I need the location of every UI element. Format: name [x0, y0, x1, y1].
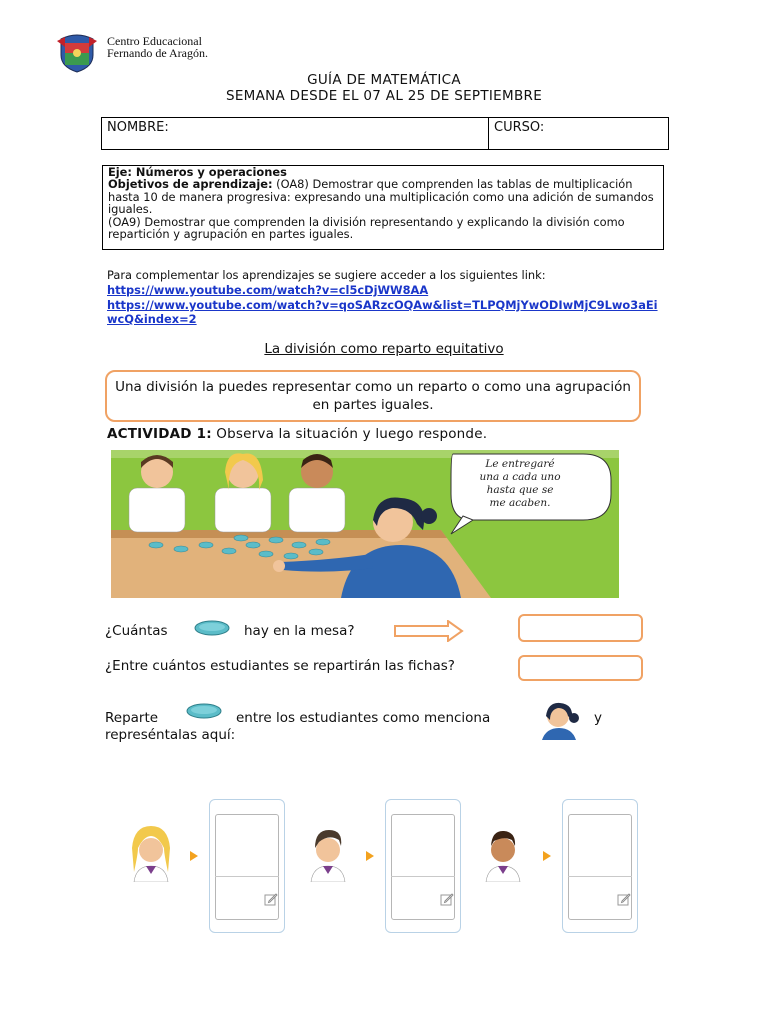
- activity-label: ACTIVIDAD 1:: [107, 426, 212, 442]
- answer-panel-2[interactable]: [385, 799, 461, 933]
- question-2: ¿Entre cuántos estudiantes se repartirán las fichas?: [105, 658, 455, 674]
- eje-heading: Eje: Números y operaciones: [108, 165, 287, 179]
- activity-heading: [107, 426, 487, 442]
- arrow-right-icon: [394, 620, 464, 642]
- question-1-pre: ¿Cuántas: [105, 623, 168, 639]
- teacher-avatar-icon: [536, 698, 582, 740]
- page-subtitle: SEMANA DESDE EL 07 AL 25 DE SEPTIEMBRE: [225, 88, 543, 104]
- chip-icon: [186, 703, 222, 719]
- question-3-mid: entre los estudiantes como menciona: [236, 710, 491, 726]
- student-boy-brown-avatar: [482, 826, 524, 882]
- edit-icon[interactable]: [617, 892, 631, 906]
- youtube-link-1[interactable]: https://www.youtube.com/watch?v=cl5cDjWW8AA: [107, 283, 429, 297]
- name-label: NOMBRE:: [107, 120, 169, 135]
- chip-icon: [194, 620, 230, 636]
- youtube-link-2[interactable]: https://www.youtube.com/watch?v=qoSARzcOQAw&list=TLPQMjYwODIwMjC9Lwo3aEiwcQ&index=2: [107, 298, 658, 326]
- question-3-pre: Reparte: [105, 710, 159, 726]
- callout-box: Una división la puedes representar como un reparto o como una agrupación en partes iguales.: [105, 370, 641, 422]
- school-name-line2: Fernando de Aragón.: [107, 46, 208, 60]
- speech-line-1: Le entregaré: [485, 458, 555, 470]
- school-name: [107, 35, 208, 59]
- edit-icon[interactable]: [264, 892, 278, 906]
- oa-label: Objetivos de aprendizaje:: [108, 177, 273, 192]
- question-1-post: hay en la mesa?: [244, 623, 355, 639]
- links-intro: Para complementar los aprendizajes se sugiere acceder a los siguientes link:: [107, 268, 546, 282]
- question-3-post: y: [594, 710, 602, 726]
- answer-box-2[interactable]: [518, 655, 643, 681]
- links-section: [107, 268, 667, 326]
- speech-line-4: me acaben.: [489, 497, 551, 509]
- arrow-right-small-icon: [543, 851, 551, 861]
- school-name-line1: Centro Educacional: [107, 34, 202, 48]
- course-label: CURSO:: [494, 120, 545, 135]
- school-crest-logo: [55, 33, 99, 73]
- speech-line-2: una a cada uno: [479, 471, 561, 483]
- question-3-line2: represéntalas aquí:: [105, 727, 236, 743]
- student-girl-avatar: [128, 824, 174, 882]
- objectives-box: [102, 165, 664, 250]
- edit-icon[interactable]: [440, 892, 454, 906]
- activity-text: Observa la situación y luego responde.: [211, 426, 488, 442]
- student-boy-dark-hair-avatar: [307, 826, 349, 882]
- speech-bubble-text: [452, 458, 588, 510]
- arrow-right-small-icon: [190, 851, 198, 861]
- speech-line-3: hasta que se: [486, 484, 554, 496]
- answer-box-1[interactable]: [518, 614, 643, 642]
- answer-panel-3[interactable]: [562, 799, 638, 933]
- oa9-paragraph: (OA9) Demostrar que comprenden la división representando y explicando la división como repartición y agrupación en partes iguales.: [108, 214, 625, 242]
- oa8-paragraph: [108, 178, 663, 215]
- page-title: GUÍA DE MATEMÁTICA: [307, 72, 461, 88]
- student-info-table: [101, 117, 669, 150]
- section-title: La división como reparto equitativo: [264, 341, 504, 357]
- arrow-right-small-icon: [366, 851, 374, 861]
- answer-panel-1[interactable]: [209, 799, 285, 933]
- oa8-text: (OA8) Demostrar que comprenden las tablas de multiplicación hasta 10 de manera progresiva: expresando una multiplicación como una adición de sumandos iguales.: [108, 177, 654, 217]
